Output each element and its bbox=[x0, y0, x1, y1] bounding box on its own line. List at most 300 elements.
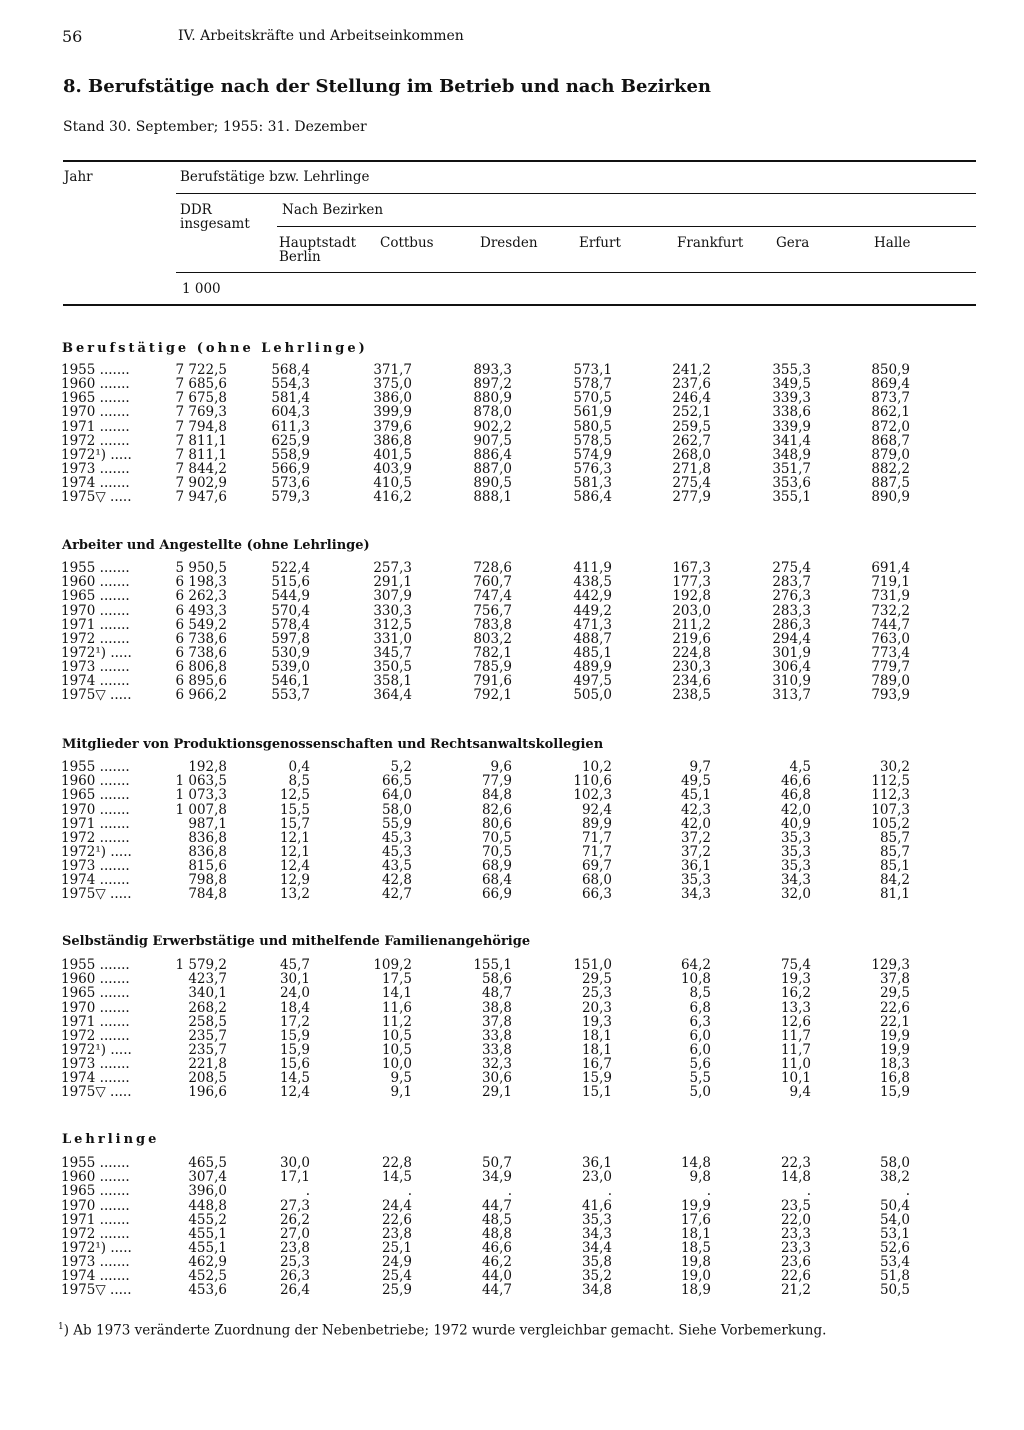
table-cell: 12,1 bbox=[279, 843, 310, 860]
table-cell: 307,9 bbox=[373, 588, 412, 605]
table-cell: 1 007,8 bbox=[175, 801, 227, 818]
table-row bbox=[0, 1029, 1024, 1043]
table-cell: 64,2 bbox=[680, 957, 711, 973]
table-cell: 6 966,2 bbox=[175, 687, 227, 704]
table-row bbox=[0, 972, 1024, 986]
table-cell: 497,5 bbox=[573, 673, 612, 690]
table-cell: 92,4 bbox=[581, 801, 612, 818]
table-cell: 291,1 bbox=[373, 574, 412, 591]
table-cell: 53,1 bbox=[879, 1225, 910, 1242]
table-row bbox=[0, 774, 1024, 788]
table-cell: . bbox=[706, 1183, 711, 1200]
table-cell: 488,7 bbox=[573, 630, 612, 647]
table-row bbox=[0, 1241, 1024, 1255]
table-row bbox=[0, 1170, 1024, 1184]
table-cell: 438,5 bbox=[573, 574, 612, 591]
table-cell: 81,1 bbox=[879, 886, 910, 903]
table-cell: 219,6 bbox=[672, 630, 711, 647]
table-cell: 235,7 bbox=[188, 1027, 227, 1044]
table-row bbox=[0, 1015, 1024, 1029]
table-cell: 52,6 bbox=[879, 1239, 910, 1256]
table-row bbox=[0, 1199, 1024, 1213]
table-cell: 45,1 bbox=[680, 787, 711, 804]
table-row bbox=[0, 1001, 1024, 1015]
footnote-marker: 1 bbox=[58, 1322, 64, 1332]
table-cell: 268,0 bbox=[672, 446, 711, 463]
table-cell: 12,4 bbox=[279, 1084, 310, 1101]
table-cell: . bbox=[806, 1183, 811, 1200]
table-cell: 32,0 bbox=[780, 886, 811, 903]
table-cell: 19,0 bbox=[680, 1268, 711, 1285]
row-year: 1965 ....... bbox=[61, 1183, 130, 1200]
table-cell: 22,0 bbox=[780, 1211, 811, 1228]
row-year: 1974 ....... bbox=[61, 1268, 130, 1285]
table-cell: 46,6 bbox=[481, 1239, 512, 1256]
table-cell: 339,3 bbox=[772, 390, 811, 407]
table-cell: 252,1 bbox=[672, 404, 711, 421]
table-cell: 23,8 bbox=[381, 1225, 412, 1242]
table-cell: . bbox=[607, 1183, 612, 1200]
header-unit: 1 000 bbox=[182, 281, 221, 297]
table-cell: 44,7 bbox=[481, 1197, 512, 1214]
table-cell: 276,3 bbox=[772, 588, 811, 605]
row-year: 1974 ....... bbox=[61, 872, 130, 889]
section-title-arbeiter-und-angestellte-ohne-lehrlinge: Arbeiter und Angestellte (ohne Lehrlinge) bbox=[62, 538, 370, 553]
table-cell: 339,9 bbox=[772, 418, 811, 435]
table-row bbox=[0, 604, 1024, 618]
table-row bbox=[0, 462, 1024, 476]
table-cell: 888,1 bbox=[473, 489, 512, 506]
table-cell: 35,3 bbox=[780, 843, 811, 860]
table-cell: 25,9 bbox=[381, 1282, 412, 1299]
table-cell: 22,6 bbox=[780, 1268, 811, 1285]
table-row bbox=[0, 632, 1024, 646]
table-cell: 107,3 bbox=[871, 801, 910, 818]
table-cell: 17,1 bbox=[279, 1169, 310, 1186]
table-cell: 386,0 bbox=[373, 390, 412, 407]
table-cell: 71,7 bbox=[581, 843, 612, 860]
table-cell: 30,1 bbox=[279, 971, 310, 988]
table-cell: 22,3 bbox=[780, 1155, 811, 1171]
table-cell: 580,5 bbox=[573, 418, 612, 435]
section-title-mitglieder-von-produktionsgenossenschaften-und-rechtsanwaltskollegien: Mitglieder von Produktionsgenossenschaften und Rechtsanwaltskollegien bbox=[62, 737, 604, 752]
table-cell: 399,9 bbox=[373, 404, 412, 421]
table-cell: 522,4 bbox=[271, 560, 310, 576]
table-row bbox=[0, 420, 1024, 434]
table-cell: 46,6 bbox=[780, 773, 811, 790]
table-cell: 12,9 bbox=[279, 872, 310, 889]
table-cell: 29,5 bbox=[879, 985, 910, 1002]
table-row bbox=[0, 986, 1024, 1000]
table-cell: 6,0 bbox=[689, 1041, 711, 1058]
table-row bbox=[0, 1071, 1024, 1085]
table-cell: 11,7 bbox=[780, 1041, 811, 1058]
table-cell: 8,5 bbox=[288, 773, 310, 790]
table-cell: 785,9 bbox=[473, 659, 512, 675]
row-year: 1975▽ ..... bbox=[61, 1282, 132, 1299]
table-cell: 36,1 bbox=[581, 1155, 612, 1171]
table-cell: 258,5 bbox=[188, 1013, 227, 1030]
table-cell: 34,3 bbox=[680, 886, 711, 903]
table-cell: 907,5 bbox=[473, 432, 512, 449]
table-cell: 561,9 bbox=[573, 404, 612, 421]
table-cell: 30,0 bbox=[279, 1155, 310, 1171]
table-cell: 312,5 bbox=[373, 616, 412, 633]
table-cell: 351,7 bbox=[772, 461, 811, 478]
table-row bbox=[0, 788, 1024, 802]
running-head: IV. Arbeitskräfte und Arbeitseinkommen bbox=[178, 28, 464, 44]
table-cell: 42,7 bbox=[381, 886, 412, 903]
table-cell: 49,5 bbox=[680, 773, 711, 790]
table-cell: 20,3 bbox=[581, 999, 612, 1016]
table-cell: 836,8 bbox=[188, 843, 227, 860]
table-cell: 15,1 bbox=[581, 1084, 612, 1101]
table-cell: 455,2 bbox=[188, 1211, 227, 1228]
table-cell: 112,3 bbox=[871, 787, 910, 804]
row-year: 1970 ....... bbox=[61, 1197, 130, 1214]
table-cell: 7 844,2 bbox=[175, 461, 227, 478]
table-cell: 275,4 bbox=[672, 475, 711, 492]
table-cell: 597,8 bbox=[271, 630, 310, 647]
table-cell: 58,0 bbox=[381, 801, 412, 818]
table-cell: 416,2 bbox=[373, 489, 412, 506]
header-berlin: Hauptstadt bbox=[279, 235, 357, 251]
table-cell: 34,3 bbox=[780, 872, 811, 889]
table-cell: 349,5 bbox=[772, 376, 811, 393]
row-year: 1970 ....... bbox=[61, 404, 130, 421]
table-cell: 791,6 bbox=[473, 673, 512, 690]
table-cell: 15,9 bbox=[581, 1070, 612, 1087]
row-year: 1972¹) ..... bbox=[61, 644, 132, 661]
table-cell: 581,3 bbox=[573, 475, 612, 492]
table-cell: 301,9 bbox=[772, 644, 811, 661]
table-cell: 879,0 bbox=[871, 446, 910, 463]
row-year: 1972 ....... bbox=[61, 1027, 130, 1044]
table-cell: 27,3 bbox=[279, 1197, 310, 1214]
table-cell: 338,6 bbox=[772, 404, 811, 421]
table-row bbox=[0, 1085, 1024, 1099]
table-cell: 350,5 bbox=[373, 659, 412, 675]
table-cell: 12,1 bbox=[279, 829, 310, 846]
table-row bbox=[0, 490, 1024, 504]
table-cell: 558,9 bbox=[271, 446, 310, 463]
table-cell: 224,8 bbox=[672, 644, 711, 661]
header-frankfurt: Frankfurt bbox=[677, 235, 744, 251]
table-cell: 396,0 bbox=[188, 1183, 227, 1200]
table-cell: 6 198,3 bbox=[175, 574, 227, 591]
table-cell: 19,3 bbox=[581, 1013, 612, 1030]
table-cell: 221,8 bbox=[188, 1056, 227, 1072]
table-cell: 7 902,9 bbox=[175, 475, 227, 492]
table-cell: 873,7 bbox=[871, 390, 910, 407]
row-year: 1975▽ ..... bbox=[61, 886, 132, 903]
table-cell: 7 685,6 bbox=[175, 376, 227, 393]
table-cell: 112,5 bbox=[871, 773, 910, 790]
table-cell: 6 262,3 bbox=[175, 588, 227, 605]
table-title: 8. Berufstätige nach der Stellung im Betrieb und nach Bezirken bbox=[63, 76, 711, 97]
table-cell: 14,5 bbox=[381, 1169, 412, 1186]
table-cell: 75,4 bbox=[780, 957, 811, 973]
row-year: 1975▽ ..... bbox=[61, 489, 132, 506]
table-cell: 26,2 bbox=[279, 1211, 310, 1228]
table-cell: 489,9 bbox=[573, 659, 612, 675]
table-cell: 566,9 bbox=[271, 461, 310, 478]
table-cell: 18,4 bbox=[279, 999, 310, 1016]
header-dresden: Dresden bbox=[480, 235, 538, 251]
table-cell: 6,3 bbox=[689, 1013, 711, 1030]
table-cell: 348,9 bbox=[772, 446, 811, 463]
row-year: 1971 ....... bbox=[61, 1211, 130, 1228]
table-cell: 18,9 bbox=[680, 1282, 711, 1299]
table-cell: 452,5 bbox=[188, 1268, 227, 1285]
row-year: 1975▽ ..... bbox=[61, 1084, 132, 1101]
table-cell: 1 063,5 bbox=[175, 773, 227, 790]
table-row bbox=[0, 561, 1024, 575]
table-cell: 330,3 bbox=[373, 602, 412, 619]
table-cell: 878,0 bbox=[473, 404, 512, 421]
row-year: 1971 ....... bbox=[61, 815, 130, 832]
table-cell: 731,9 bbox=[871, 588, 910, 605]
table-cell: 46,2 bbox=[481, 1254, 512, 1270]
table-cell: 9,8 bbox=[689, 1169, 711, 1186]
row-year: 1972 ....... bbox=[61, 432, 130, 449]
row-year: 1972 ....... bbox=[61, 630, 130, 647]
table-cell: 539,0 bbox=[271, 659, 310, 675]
row-year: 1971 ....... bbox=[61, 616, 130, 633]
table-cell: 611,3 bbox=[271, 418, 310, 435]
table-cell: 9,1 bbox=[390, 1084, 412, 1101]
table-cell: 35,3 bbox=[581, 1211, 612, 1228]
table-cell: 9,7 bbox=[689, 759, 711, 775]
table-cell: 850,9 bbox=[871, 362, 910, 378]
table-row bbox=[0, 817, 1024, 831]
table-cell: 15,9 bbox=[279, 1041, 310, 1058]
table-cell: 6 738,6 bbox=[175, 630, 227, 647]
table-cell: 836,8 bbox=[188, 829, 227, 846]
table-cell: 7 794,8 bbox=[175, 418, 227, 435]
table-cell: 12,4 bbox=[279, 858, 310, 874]
table-row bbox=[0, 363, 1024, 377]
table-cell: 82,6 bbox=[481, 801, 512, 818]
table-cell: 85,1 bbox=[879, 858, 910, 874]
row-year: 1974 ....... bbox=[61, 1070, 130, 1087]
table-cell: 5,2 bbox=[390, 759, 412, 775]
table-cell: 271,8 bbox=[672, 461, 711, 478]
table-cell: 455,1 bbox=[188, 1239, 227, 1256]
table-row bbox=[0, 1227, 1024, 1241]
table-cell: 44,7 bbox=[481, 1282, 512, 1299]
table-cell: 886,4 bbox=[473, 446, 512, 463]
table-row bbox=[0, 859, 1024, 873]
table-cell: 42,8 bbox=[381, 872, 412, 889]
table-cell: 68,9 bbox=[481, 858, 512, 874]
table-cell: 792,1 bbox=[473, 687, 512, 704]
table-cell: 17,6 bbox=[680, 1211, 711, 1228]
table-cell: 17,2 bbox=[279, 1013, 310, 1030]
table-cell: 10,1 bbox=[780, 1070, 811, 1087]
header-group: Berufstätige bzw. Lehrlinge bbox=[180, 169, 370, 185]
table-cell: 9,5 bbox=[390, 1070, 412, 1087]
table-cell: 275,4 bbox=[772, 560, 811, 576]
section-title-lehrlinge: Lehrlinge bbox=[62, 1132, 160, 1147]
table-cell: 196,6 bbox=[188, 1084, 227, 1101]
table-cell: 38,8 bbox=[481, 999, 512, 1016]
table-cell: 987,1 bbox=[188, 815, 227, 832]
row-year: 1973 ....... bbox=[61, 659, 130, 675]
row-year: 1972¹) ..... bbox=[61, 1239, 132, 1256]
table-cell: 7 947,6 bbox=[175, 489, 227, 506]
table-cell: 35,8 bbox=[581, 1254, 612, 1270]
table-cell: 27,0 bbox=[279, 1225, 310, 1242]
table-cell: 728,6 bbox=[473, 560, 512, 576]
table-cell: 364,4 bbox=[373, 687, 412, 704]
table-row bbox=[0, 646, 1024, 660]
table-cell: 756,7 bbox=[473, 602, 512, 619]
table-cell: 15,9 bbox=[879, 1084, 910, 1101]
footnote bbox=[58, 1322, 826, 1339]
table-cell: 6 895,6 bbox=[175, 673, 227, 690]
table-cell: 70,5 bbox=[481, 829, 512, 846]
table-row bbox=[0, 391, 1024, 405]
table-cell: 8,5 bbox=[689, 985, 711, 1002]
table-cell: 732,2 bbox=[871, 602, 910, 619]
table-cell: 798,8 bbox=[188, 872, 227, 889]
table-cell: 815,6 bbox=[188, 858, 227, 874]
table-subtitle: Stand 30. September; 1955: 31. Dezember bbox=[63, 119, 367, 135]
table-cell: 465,5 bbox=[188, 1155, 227, 1171]
table-cell: 887,5 bbox=[871, 475, 910, 492]
table-cell: 16,2 bbox=[780, 985, 811, 1002]
table-cell: 283,7 bbox=[772, 574, 811, 591]
table-cell: 19,9 bbox=[879, 1027, 910, 1044]
table-cell: . bbox=[507, 1183, 512, 1200]
row-year: 1960 ....... bbox=[61, 376, 130, 393]
table-cell: 16,8 bbox=[879, 1070, 910, 1087]
page-number: 56 bbox=[62, 27, 83, 46]
table-cell: 553,7 bbox=[271, 687, 310, 704]
table-cell: 235,7 bbox=[188, 1041, 227, 1058]
table-cell: 719,1 bbox=[871, 574, 910, 591]
row-year: 1955 ....... bbox=[61, 560, 130, 576]
header-erfurt: Erfurt bbox=[579, 235, 621, 251]
table-cell: 306,4 bbox=[772, 659, 811, 675]
table-row bbox=[0, 803, 1024, 817]
table-cell: 22,6 bbox=[381, 1211, 412, 1228]
table-cell: 760,7 bbox=[473, 574, 512, 591]
table-cell: 283,3 bbox=[772, 602, 811, 619]
table-cell: 19,9 bbox=[879, 1041, 910, 1058]
table-cell: 789,0 bbox=[871, 673, 910, 690]
header-ddr: DDR bbox=[180, 202, 212, 218]
table-cell: 32,3 bbox=[481, 1056, 512, 1072]
table-cell: 14,8 bbox=[780, 1169, 811, 1186]
header-jahr: Jahr bbox=[64, 169, 93, 185]
table-cell: 15,9 bbox=[279, 1027, 310, 1044]
row-year: 1973 ....... bbox=[61, 1056, 130, 1072]
table-cell: 30,6 bbox=[481, 1070, 512, 1087]
table-cell: 50,5 bbox=[879, 1282, 910, 1299]
table-cell: 358,1 bbox=[373, 673, 412, 690]
table-cell: 37,8 bbox=[481, 1013, 512, 1030]
table-cell: 448,8 bbox=[188, 1197, 227, 1214]
table-cell: 12,6 bbox=[780, 1013, 811, 1030]
table-cell: 783,8 bbox=[473, 616, 512, 633]
table-cell: 793,9 bbox=[871, 687, 910, 704]
row-year: 1972 ....... bbox=[61, 1225, 130, 1242]
table-row bbox=[0, 1184, 1024, 1198]
table-cell: 11,6 bbox=[381, 999, 412, 1016]
table-cell: 379,6 bbox=[373, 418, 412, 435]
table-row bbox=[0, 1255, 1024, 1269]
table-cell: 64,0 bbox=[381, 787, 412, 804]
table-cell: 203,0 bbox=[672, 602, 711, 619]
table-cell: 803,2 bbox=[473, 630, 512, 647]
table-cell: 84,8 bbox=[481, 787, 512, 804]
table-cell: 10,8 bbox=[680, 971, 711, 988]
table-cell: 37,2 bbox=[680, 843, 711, 860]
table-cell: 45,3 bbox=[381, 843, 412, 860]
table-cell: 37,2 bbox=[680, 829, 711, 846]
table-cell: 355,1 bbox=[772, 489, 811, 506]
table-cell: 23,3 bbox=[780, 1225, 811, 1242]
table-cell: 375,0 bbox=[373, 376, 412, 393]
table-cell: 37,8 bbox=[879, 971, 910, 988]
table-cell: 22,8 bbox=[381, 1155, 412, 1171]
row-year: 1960 ....... bbox=[61, 1169, 130, 1186]
table-row bbox=[0, 1269, 1024, 1283]
table-cell: 36,1 bbox=[680, 858, 711, 874]
table-cell: 13,2 bbox=[279, 886, 310, 903]
table-cell: 68,4 bbox=[481, 872, 512, 889]
table-cell: 21,2 bbox=[780, 1282, 811, 1299]
table-cell: 747,4 bbox=[473, 588, 512, 605]
table-cell: 546,1 bbox=[271, 673, 310, 690]
table-cell: 50,7 bbox=[481, 1155, 512, 1171]
row-year: 1965 ....... bbox=[61, 390, 130, 407]
table-cell: 34,9 bbox=[481, 1169, 512, 1186]
table-cell: 505,0 bbox=[573, 687, 612, 704]
table-cell: 54,0 bbox=[879, 1211, 910, 1228]
table-cell: 10,5 bbox=[381, 1041, 412, 1058]
table-cell: 568,4 bbox=[271, 362, 310, 378]
table-cell: 257,3 bbox=[373, 560, 412, 576]
table-cell: 129,3 bbox=[871, 957, 910, 973]
table-cell: 15,5 bbox=[279, 801, 310, 818]
table-cell: . bbox=[407, 1183, 412, 1200]
table-cell: 573,6 bbox=[271, 475, 310, 492]
table-cell: 38,2 bbox=[879, 1169, 910, 1186]
table-row bbox=[0, 831, 1024, 845]
table-row bbox=[0, 575, 1024, 589]
table-cell: 5,6 bbox=[689, 1056, 711, 1072]
table-cell: 22,6 bbox=[879, 999, 910, 1016]
header-gera: Gera bbox=[776, 235, 810, 251]
table-cell: 411,9 bbox=[573, 560, 612, 576]
rule-columns bbox=[176, 272, 976, 273]
table-cell: 30,2 bbox=[879, 759, 910, 775]
table-cell: 784,8 bbox=[188, 886, 227, 903]
table-cell: 570,4 bbox=[271, 602, 310, 619]
table-cell: 43,5 bbox=[381, 858, 412, 874]
table-cell: 25,3 bbox=[581, 985, 612, 1002]
table-cell: 578,4 bbox=[271, 616, 310, 633]
table-cell: 167,3 bbox=[672, 560, 711, 576]
table-cell: 25,4 bbox=[381, 1268, 412, 1285]
table-cell: 55,9 bbox=[381, 815, 412, 832]
table-cell: 16,7 bbox=[581, 1056, 612, 1072]
table-row bbox=[0, 476, 1024, 490]
table-cell: 570,5 bbox=[573, 390, 612, 407]
